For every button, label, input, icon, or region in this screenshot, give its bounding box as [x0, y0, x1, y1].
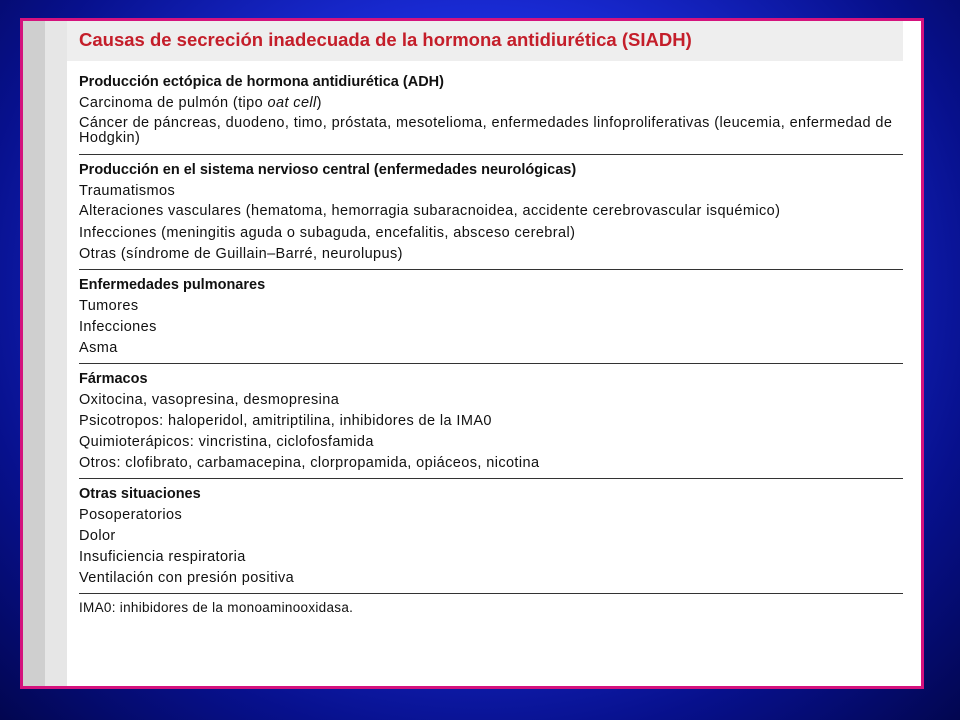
section-title: Otras situaciones: [79, 486, 201, 502]
section-title: Producción en el sistema nervioso central (enfermedades neurológicas): [79, 162, 577, 178]
list-item: Carcinoma de pulmón (tipo oat cell): [79, 95, 322, 111]
list-item: Insuficiencia respiratoria: [79, 549, 246, 565]
table-footnote: IMA0: inhibidores de la monoaminooxidasa.: [79, 600, 354, 615]
list-item: Infecciones: [79, 319, 157, 335]
list-item: Alteraciones vasculares (hematoma, hemorragia subaracnoidea, accidente cerebrovascular isquémico): [79, 203, 781, 219]
list-item: Cáncer de páncreas, duodeno, timo, próstata, mesotelioma, enfermedades linfoproliferativas (leucemia, enfermedad de Hodgkin): [79, 115, 893, 146]
list-item: Oxitocina, vasopresina, desmopresina: [79, 392, 340, 408]
list-item: Psicotropos: haloperidol, amitriptilina, inhibidores de la IMA0: [79, 413, 492, 429]
slide-frame: [20, 18, 924, 689]
section-title: Producción ectópica de hormona antidiurética (ADH): [79, 74, 444, 90]
list-item: Otras (síndrome de Guillain–Barré, neurolupus): [79, 246, 403, 262]
list-item: Ventilación con presión positiva: [79, 570, 295, 586]
side-bar: [23, 21, 45, 686]
section-title: Fármacos: [79, 371, 148, 387]
section-title: Enfermedades pulmonares: [79, 277, 266, 293]
list-item: Infecciones (meningitis aguda o subaguda, encefalitis, absceso cerebral): [79, 225, 576, 241]
section-cns: [79, 161, 903, 270]
list-item: Posoperatorios: [79, 507, 183, 523]
list-item: Otros: clofibrato, carbamacepina, clorpropamida, opiáceos, nicotina: [79, 455, 540, 471]
section-drugs: [79, 370, 903, 479]
side-bar-inner: [45, 21, 67, 686]
table-content: [79, 67, 903, 615]
section-other: [79, 485, 903, 594]
list-item: Traumatismos: [79, 183, 176, 199]
section-ectopic: [79, 73, 903, 155]
section-pulmonary: [79, 276, 903, 364]
list-item: Asma: [79, 340, 118, 356]
list-item: Quimioterápicos: vincristina, ciclofosfamida: [79, 434, 374, 450]
list-item: Dolor: [79, 528, 116, 544]
table-title: Causas de secreción inadecuada de la hormona antidiurética (SIADH): [79, 29, 692, 50]
list-item: Tumores: [79, 298, 139, 314]
